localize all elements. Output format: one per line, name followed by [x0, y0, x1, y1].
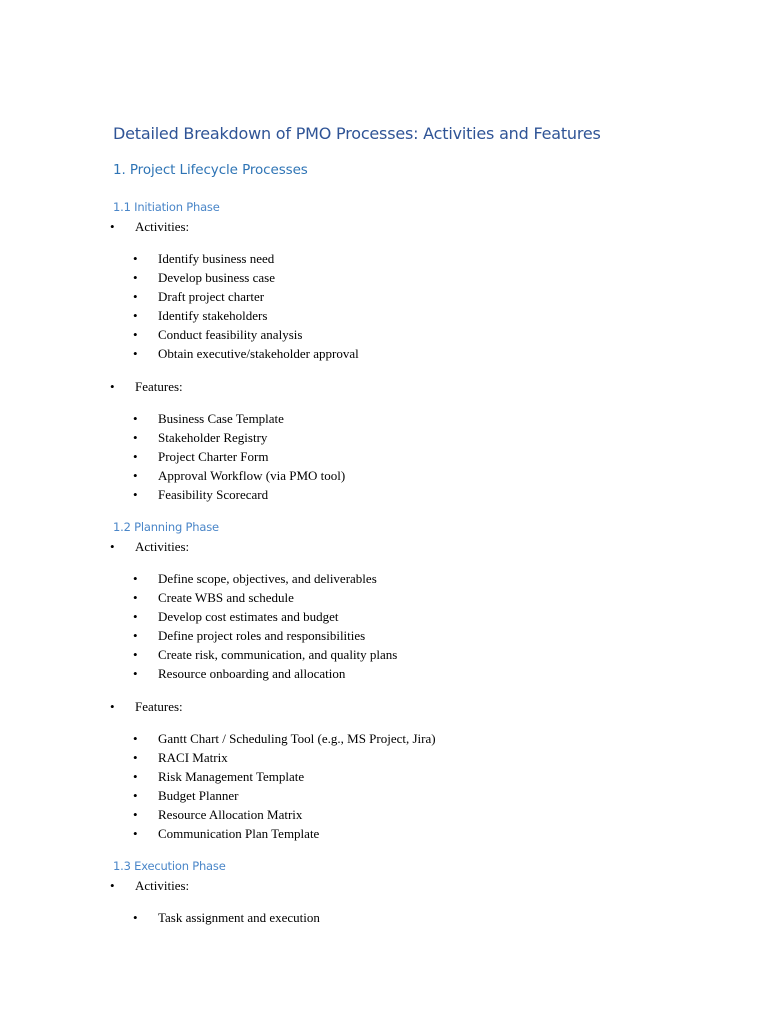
bullet-icon: •: [133, 449, 138, 464]
list-item-text: Define project roles and responsibilities: [158, 628, 366, 643]
list-item-text: Obtain executive/stakeholder approval: [158, 346, 359, 361]
list-item-text: Risk Management Template: [158, 769, 305, 784]
bullet-icon: •: [133, 590, 138, 605]
bullet-icon: •: [133, 788, 138, 803]
phase-heading-initiation: 1.1 Initiation Phase: [113, 200, 220, 214]
list-item-text: Gantt Chart / Scheduling Tool (e.g., MS Project, Jira): [158, 731, 436, 746]
section-heading: 1. Project Lifecycle Processes: [113, 162, 308, 178]
bullet-icon: •: [110, 379, 115, 394]
phase-heading-execution: 1.3 Execution Phase: [113, 859, 226, 873]
list-item-text: Create WBS and schedule: [158, 590, 294, 605]
bullet-icon: •: [133, 251, 138, 266]
bullet-icon: •: [133, 628, 138, 643]
activities-label: Activities:: [135, 539, 190, 554]
bullet-icon: •: [133, 571, 138, 586]
list-item-text: Conduct feasibility analysis: [158, 327, 303, 342]
list-item-text: Develop cost estimates and budget: [158, 609, 339, 624]
list-item-text: Resource Allocation Matrix: [158, 807, 303, 822]
list-item-text: Identify stakeholders: [158, 308, 268, 323]
bullet-icon: •: [133, 807, 138, 822]
document-title: Detailed Breakdown of PMO Processes: Activities and Features: [113, 124, 601, 143]
bullet-icon: •: [133, 647, 138, 662]
bullet-icon: •: [133, 430, 138, 445]
features-label: Features:: [135, 379, 183, 394]
bullet-icon: •: [133, 666, 138, 681]
bullet-icon: •: [133, 769, 138, 784]
list-item-text: Draft project charter: [158, 289, 265, 304]
bullet-icon: •: [110, 219, 115, 234]
list-item-text: Communication Plan Template: [158, 826, 320, 841]
bullet-icon: •: [133, 327, 138, 342]
bullet-icon: •: [133, 468, 138, 483]
list-item-text: Budget Planner: [158, 788, 239, 803]
bullet-icon: •: [110, 539, 115, 554]
bullet-icon: •: [133, 826, 138, 841]
bullet-icon: •: [133, 910, 138, 925]
list-item-text: Create risk, communication, and quality plans: [158, 647, 398, 662]
activities-label: Activities:: [135, 219, 190, 234]
list-item-text: Feasibility Scorecard: [158, 487, 269, 502]
list-item-text: Project Charter Form: [158, 449, 269, 464]
list-item-text: Identify business need: [158, 251, 275, 266]
list-item-text: RACI Matrix: [158, 750, 228, 765]
activities-label: Activities:: [135, 878, 190, 893]
bullet-icon: •: [133, 411, 138, 426]
bullet-icon: •: [133, 346, 138, 361]
bullet-icon: •: [133, 308, 138, 323]
list-item-text: Task assignment and execution: [158, 910, 320, 925]
list-item-text: Resource onboarding and allocation: [158, 666, 346, 681]
bullet-icon: •: [110, 878, 115, 893]
bullet-icon: •: [133, 270, 138, 285]
features-label: Features:: [135, 699, 183, 714]
list-item-text: Approval Workflow (via PMO tool): [158, 468, 346, 483]
bullet-icon: •: [133, 487, 138, 502]
list-item-text: Define scope, objectives, and deliverables: [158, 571, 377, 586]
bullet-icon: •: [110, 699, 115, 714]
list-item-text: Business Case Template: [158, 411, 284, 426]
bullet-icon: •: [133, 289, 138, 304]
phase-heading-planning: 1.2 Planning Phase: [113, 520, 219, 534]
bullet-icon: •: [133, 731, 138, 746]
list-item-text: Develop business case: [158, 270, 275, 285]
bullet-icon: •: [133, 609, 138, 624]
bullet-icon: •: [133, 750, 138, 765]
list-item-text: Stakeholder Registry: [158, 430, 268, 445]
